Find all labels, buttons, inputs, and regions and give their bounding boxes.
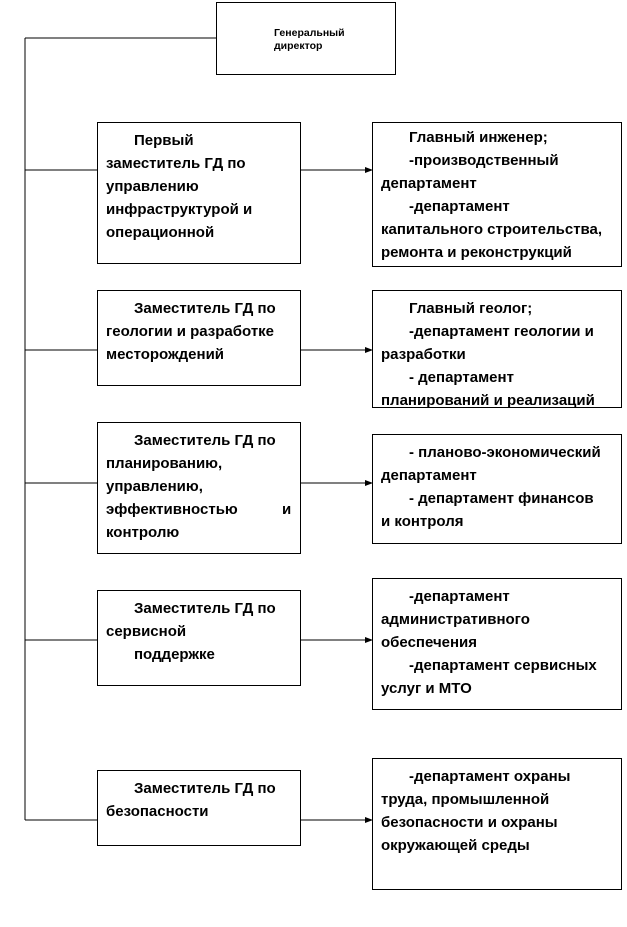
deputy5-line-2: безопасности <box>106 803 209 820</box>
deputy4-line-3: поддержке <box>134 646 215 663</box>
department-box-engineering <box>372 122 622 267</box>
deputy-box-geology <box>97 290 301 386</box>
dept3-line-2: департамент <box>381 467 477 484</box>
deputy1-line-2: заместитель ГД по <box>106 155 246 172</box>
dept4-line-2: административного <box>381 611 530 628</box>
director-line-2: директор <box>274 40 323 52</box>
dept2-line-3: разработки <box>381 346 466 363</box>
deputy3-line-1: Заместитель ГД по <box>134 432 276 449</box>
dept4-line-3: обеспечения <box>381 634 478 651</box>
dept4-line-5: услуг и МТО <box>381 680 472 697</box>
dept3-line-3: - департамент финансов <box>409 490 594 507</box>
dept1-line-5: капитального строительства, <box>381 221 603 238</box>
dept1-line-3: департамент <box>381 175 477 192</box>
deputy2-line-1: Заместитель ГД по <box>134 300 276 317</box>
dept4-line-4: -департамент сервисных <box>409 657 597 674</box>
deputy-box-infrastructure <box>97 122 301 264</box>
deputy3-line-4b: и <box>282 501 292 518</box>
dept1-line-2: -производственный <box>409 152 559 169</box>
deputy1-line-3: управлению <box>106 178 199 195</box>
director-line-1: Генеральный <box>274 27 345 39</box>
department-box-finance <box>372 434 622 544</box>
dept1-line-4: -департамент <box>409 198 510 215</box>
deputy1-line-5: операционной <box>106 224 215 241</box>
dept5-line-1: -департамент охраны <box>409 768 571 785</box>
department-box-safety <box>372 758 622 890</box>
dept1-line-1: Главный инженер; <box>409 129 548 146</box>
dept2-line-1: Главный геолог; <box>409 300 533 317</box>
dept2-line-4: - департамент <box>409 369 514 386</box>
dept5-line-3: безопасности и охраны <box>381 814 558 831</box>
deputy4-line-2: сервисной <box>106 623 187 640</box>
dept4-line-1: -департамент <box>409 588 510 605</box>
deputy2-line-2: геологии и разработке <box>106 323 275 340</box>
deputy3-line-4: эффективностью <box>106 501 238 518</box>
department-box-geology <box>372 290 622 408</box>
deputy3-line-2: планированию, <box>106 455 223 472</box>
dept2-line-5: планирований и реализаций <box>381 392 595 408</box>
dept5-line-4: окружающей среды <box>381 837 530 854</box>
deputy-box-planning <box>97 422 301 554</box>
deputy2-line-3: месторождений <box>106 346 225 363</box>
dept3-line-4: и контроля <box>381 513 464 530</box>
department-box-service <box>372 578 622 710</box>
deputy4-line-1: Заместитель ГД по <box>134 600 276 617</box>
deputy-box-service <box>97 590 301 686</box>
deputy5-line-1: Заместитель ГД по <box>134 780 276 797</box>
dept1-line-6: ремонта и реконструкций <box>381 244 572 261</box>
deputy3-line-5: контролю <box>106 524 180 541</box>
dept3-line-1: - планово-экономический <box>409 444 601 461</box>
dept5-line-2: труда, промышленной <box>381 791 550 808</box>
general-director-box <box>216 2 396 75</box>
dept2-line-2: -департамент геологии и <box>409 323 594 340</box>
deputy-box-security <box>97 770 301 846</box>
deputy3-line-3: управлению, <box>106 478 203 495</box>
deputy1-line-4: инфраструктурой и <box>106 201 253 218</box>
deputy1-line-1: Первый <box>134 132 194 149</box>
